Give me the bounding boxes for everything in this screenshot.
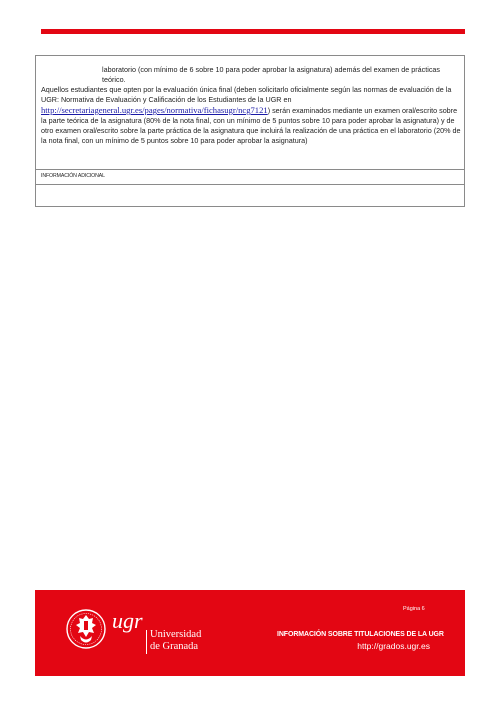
- header-red-rule: [41, 29, 465, 34]
- additional-info-label: INFORMACIÓN ADICIONAL: [41, 173, 105, 179]
- university-name-line2: de Granada: [150, 641, 199, 652]
- logo-divider: [146, 630, 147, 654]
- university-name: [150, 629, 201, 653]
- page-number: Página 6: [403, 606, 425, 612]
- ugr-logo-text: ugr: [112, 608, 143, 633]
- evaluation-continued-paragraph: laboratorio (con mínimo de 6 sobre 10 para poder aprobar la asignatura) además del examen de prácticas teórico.: [102, 65, 441, 84]
- ugr-logo-icon: [111, 606, 147, 636]
- footer-url-link[interactable]: http://grados.ugr.es: [357, 641, 430, 651]
- university-seal-icon: [65, 606, 107, 652]
- university-name-line1: Universidad: [150, 629, 202, 640]
- additional-info-header-cell: [36, 169, 464, 185]
- regulation-link[interactable]: http://secretariageneral.ugr.es/pages/normativa/fichasugr/ncg7121: [41, 105, 268, 115]
- evaluation-cell: [36, 56, 464, 170]
- guide-section-table: [35, 55, 465, 207]
- footer-title: INFORMACIÓN SOBRE TITULACIONES DE LA UGR: [277, 631, 444, 638]
- footer-band: [35, 590, 465, 676]
- single-final-evaluation-paragraph: [41, 85, 461, 146]
- paragraph-text-before-link: Aquellos estudiantes que opten por la evaluación única final (deben solicitarlo oficialmente según las normas de evaluación de la UGR: Normativa de Evaluación y Calificación de los Estudiantes de la UGR en: [41, 85, 452, 104]
- paragraph-text-after-link: ) serán examinados mediante un examen oral/escrito sobre la parte teórica de la asignatura (80% de la nota final, con un mínimo de 5 puntos sobre 10 para poder aprobar la asignatura) y de otro examen oral/escrito sobre la parte práctica de la asignatura que incluirá la realización de una práctica en el laboratorio (20% de la nota final, con un mínimo de 5 puntos sobre 10 para poder aprobar la asignatura): [41, 106, 461, 145]
